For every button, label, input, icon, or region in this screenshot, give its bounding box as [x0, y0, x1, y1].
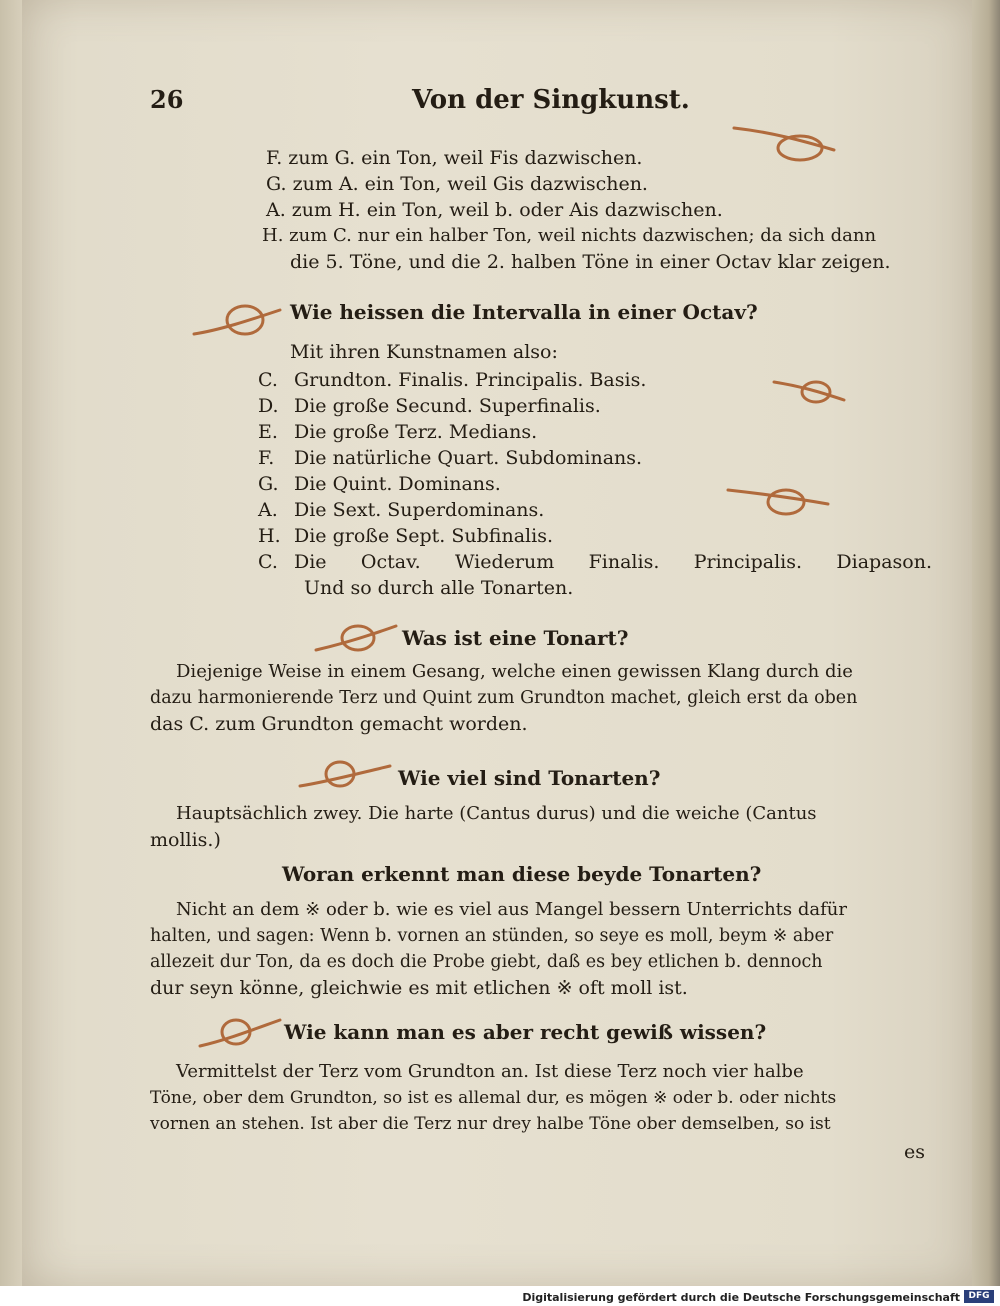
question-heading: Woran erkennt man diese beyde Tonarten?: [282, 862, 762, 886]
question-heading: Wie viel sind Tonarten?: [398, 766, 661, 790]
annotation-mark: [312, 614, 402, 664]
interval-text: Die große Secund. Superfinalis.: [294, 395, 601, 417]
annotation-mark: [730, 120, 840, 180]
interval-text: Die große Terz. Medians.: [294, 421, 538, 443]
annotation-mark: [196, 1008, 286, 1054]
answer-line: Hauptsächlich zwey. Die harte (Cantus durus) und die weiche (Cantus: [176, 803, 817, 824]
answer-line: vornen an stehen. Ist aber die Terz nur drey halbe Töne ober demselben, so ist: [150, 1114, 831, 1134]
dfg-logo: DFG: [964, 1290, 994, 1303]
answer-line: dur seyn könne, gleichwie es mit etlichen ※ oft moll ist.: [150, 977, 688, 999]
interval-note: E.: [258, 421, 278, 443]
intro-line: F. zum G. ein Ton, weil Fis dazwischen.: [266, 147, 643, 169]
interval-note: D.: [258, 395, 279, 417]
interval-note: H.: [258, 525, 281, 547]
answer-line: mollis.): [150, 829, 221, 851]
question-heading: Wie kann man es aber recht gewiß wissen?: [284, 1020, 767, 1044]
interval-note: C.: [258, 369, 278, 391]
annotation-mark: [296, 752, 396, 798]
intro-line: A. zum H. ein Ton, weil b. oder Ais dazwischen.: [266, 199, 723, 221]
interval-text: Die Sext. Superdominans.: [294, 499, 545, 521]
interval-note: C.: [258, 551, 278, 573]
question-heading: Was ist eine Tonart?: [402, 626, 629, 650]
answer-line: Nicht an dem ※ oder b. wie es viel aus Mangel bessern Unterrichts dafür: [176, 899, 847, 920]
intro-line: H. zum C. nur ein halber Ton, weil nichts dazwischen; da sich dann: [262, 225, 877, 246]
interval-text: Die große Sept. Subfinalis.: [294, 525, 553, 547]
interval-text: Grundton. Finalis. Principalis. Basis.: [294, 369, 647, 391]
interval-note: A.: [258, 499, 278, 521]
answer-line: halten, und sagen: Wenn b. vornen an stünden, so seye es moll, beym ※ aber: [150, 926, 834, 946]
answer-line: Töne, ober dem Grundton, so ist es allemal dur, es mögen ※ oder b. oder nichts: [150, 1088, 837, 1108]
page-gutter-left: [0, 0, 22, 1286]
page-edge-right: [972, 0, 1000, 1286]
intro-line: die 5. Töne, und die 2. halben Töne in einer Octav klar zeigen.: [290, 251, 891, 273]
answer-line: allezeit dur Ton, da es doch die Probe giebt, daß es bey etlichen b. dennoch: [150, 952, 823, 972]
interval-text: Die natürliche Quart. Subdominans.: [294, 447, 643, 469]
funding-note: Digitalisierung gefördert durch die Deutsche Forschungsgemeinschaft: [522, 1291, 960, 1304]
answer-line: Diejenige Weise in einem Gesang, welche einen gewissen Klang durch die: [176, 661, 853, 682]
intro-line: G. zum A. ein Ton, weil Gis dazwischen.: [266, 173, 648, 195]
interval-note: F.: [258, 447, 275, 469]
interval-text: Die Octav. Wiederum Finalis. Principalis. Diapason.: [294, 551, 932, 573]
interval-text: Die Quint. Dominans.: [294, 473, 501, 495]
annotation-mark: [724, 480, 834, 530]
annotation-mark: [190, 290, 300, 350]
answer-line: dazu harmonierende Terz und Quint zum Grundton machet, gleich erst da oben: [150, 688, 858, 708]
answer-line: das C. zum Grundton gemacht worden.: [150, 713, 528, 735]
page-number: 26: [150, 85, 184, 114]
answer-lead: Mit ihren Kunstnamen also:: [290, 341, 558, 363]
interval-note: G.: [258, 473, 279, 495]
answer-line: Vermittelst der Terz vom Grundton an. Ist diese Terz noch vier halbe: [176, 1061, 804, 1082]
answer-closing: Und so durch alle Tonarten.: [304, 577, 574, 599]
running-title: Von der Singkunst.: [412, 85, 690, 115]
question-heading: Wie heissen die Intervalla in einer Octav?: [290, 300, 758, 324]
annotation-mark: [770, 370, 850, 410]
catchword: es: [904, 1141, 925, 1163]
